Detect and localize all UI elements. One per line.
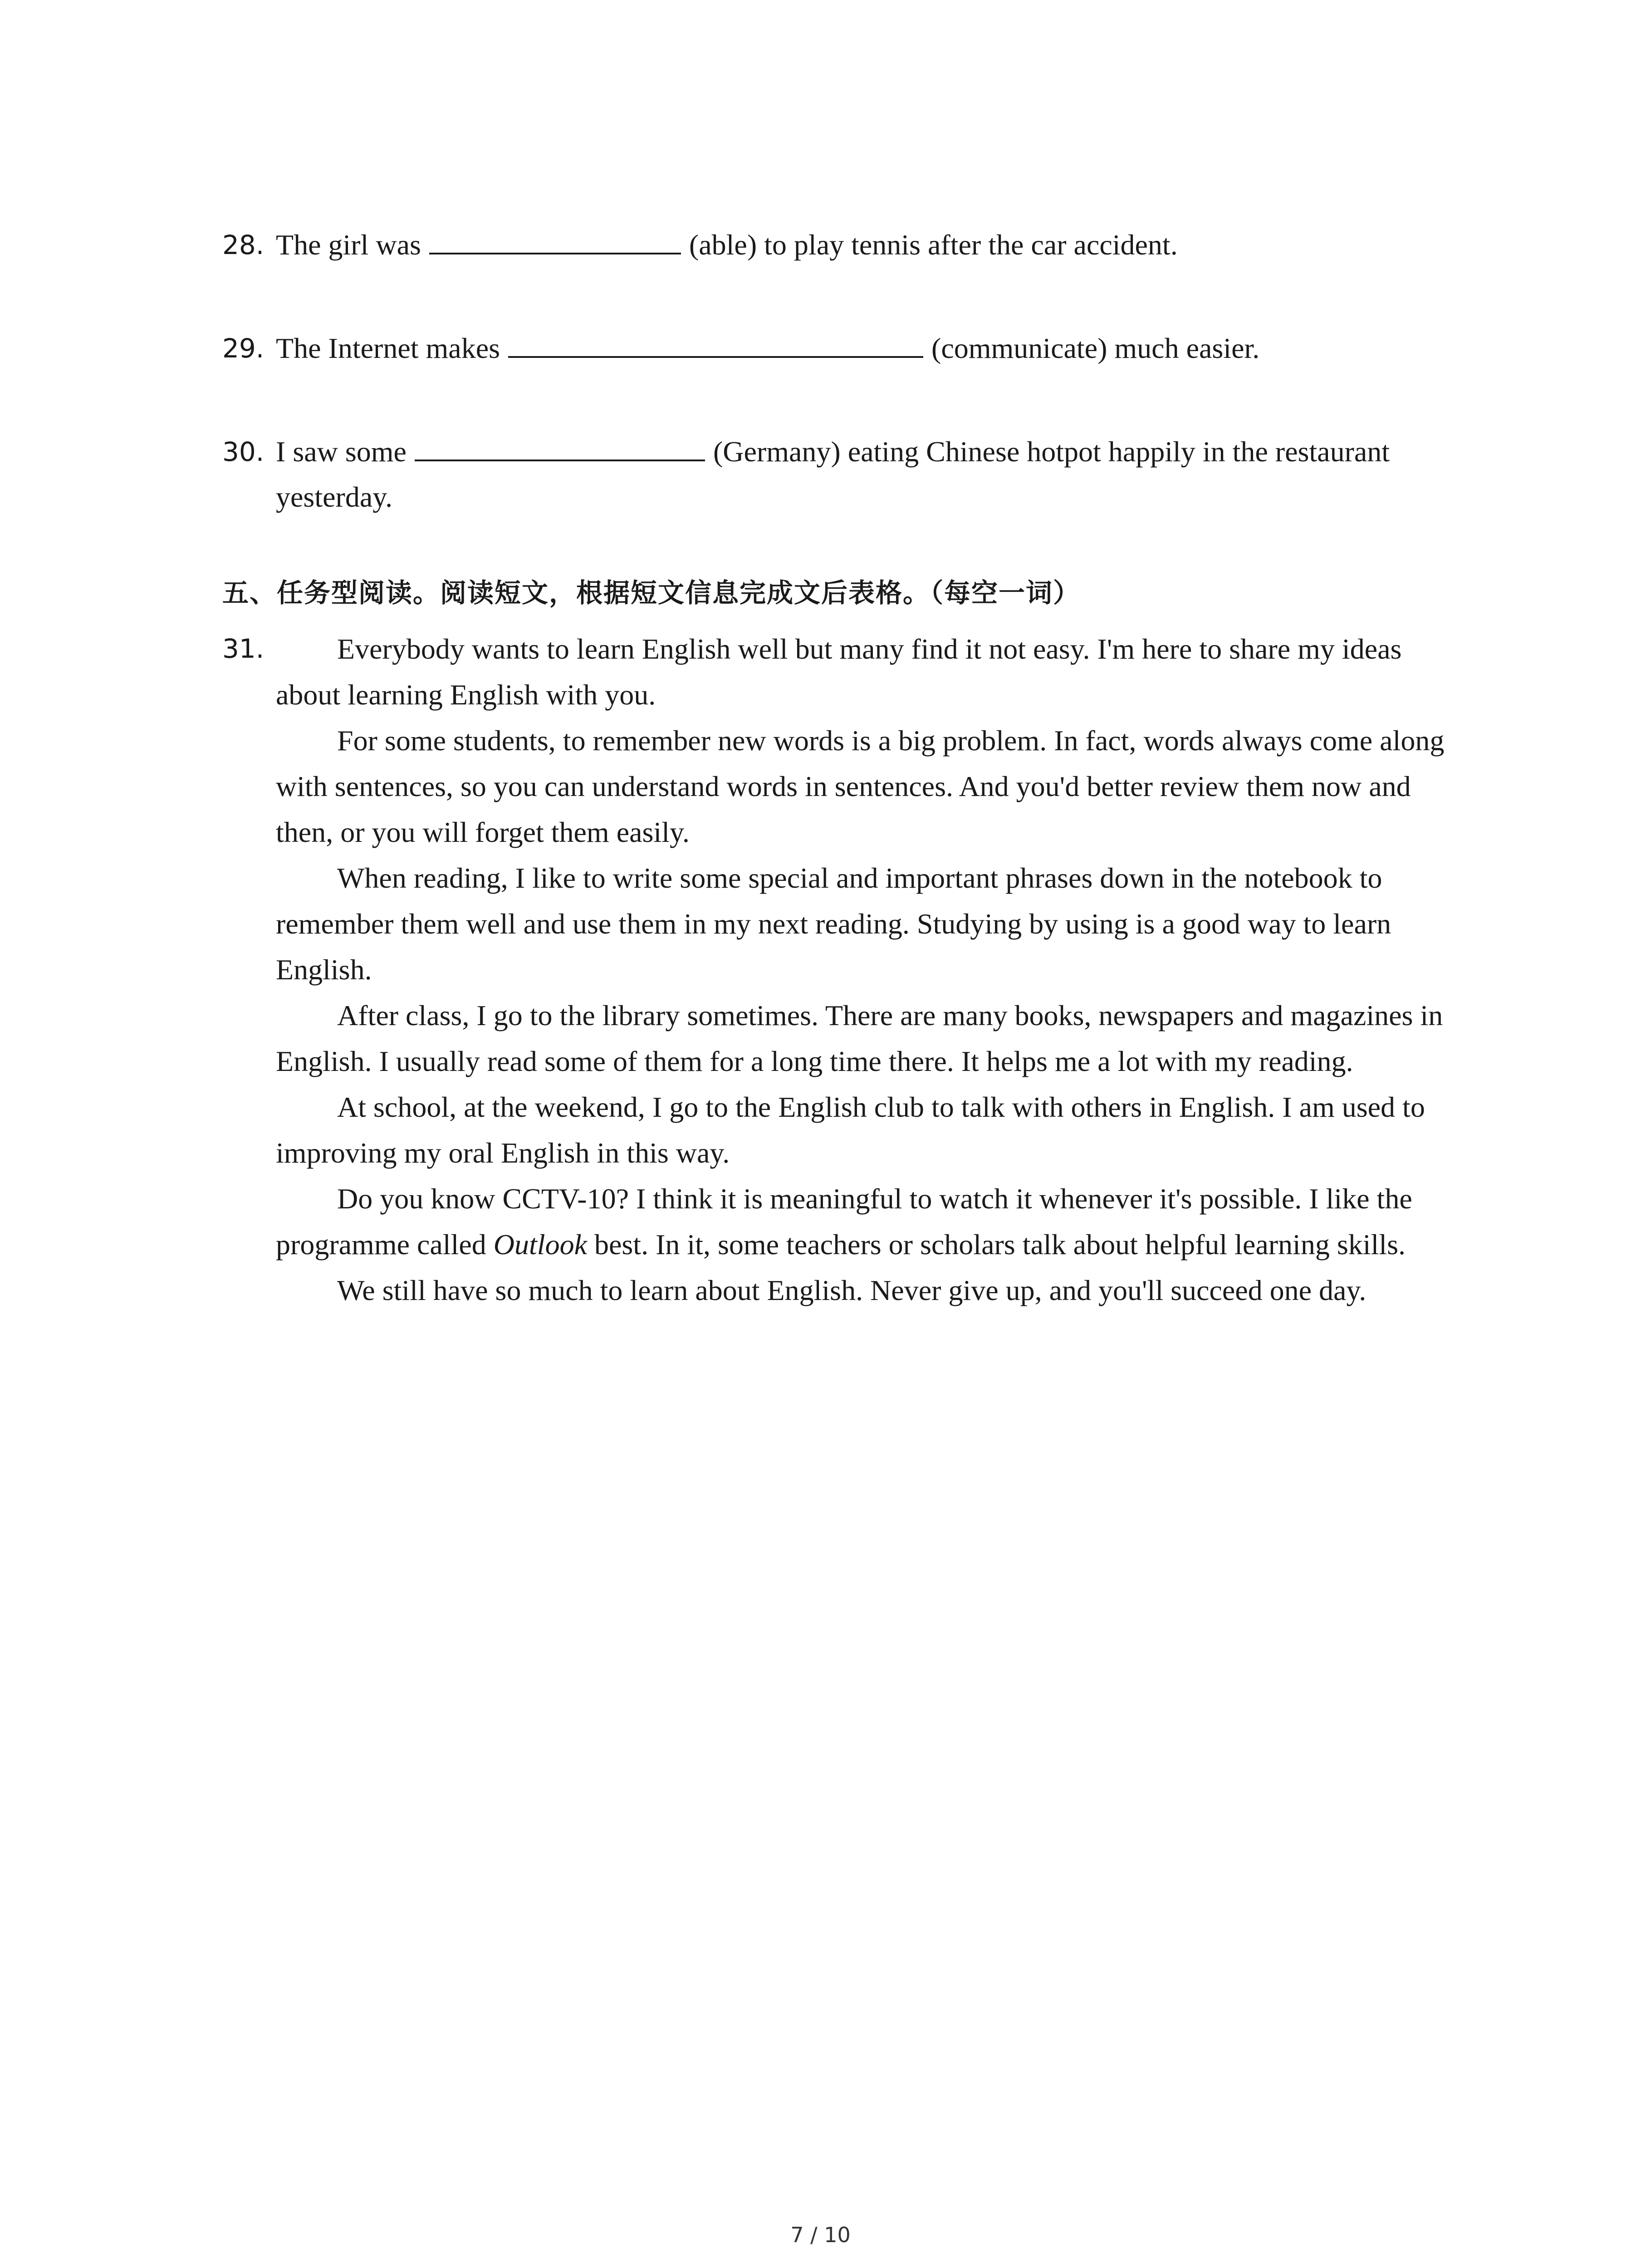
question-text: I saw some [276,435,407,468]
page-number: 7 / 10 [790,2223,851,2247]
passage-paragraph: Everybody wants to learn English well but many find it not easy. I'm here to share my ideas about learning English with you. [276,633,1402,711]
question-number: 28. [222,230,265,260]
question-text: yesterday. [276,481,393,513]
question-29 [222,326,1456,371]
passage-paragraph: At school, at the weekend, I go to the English club to talk with others in English. I am used to improving my oral English in this way. [276,1091,1425,1169]
question-text: (able) to play tennis after the car accident. [689,229,1178,261]
paragraph-text: Do you know CCTV-10? I think it is meaningful to watch it whenever it's possible. I like the programme called [276,1183,1412,1261]
question-text: (Germany) eating Chinese hotpot happily in the restaurant [713,435,1390,468]
question-text: The girl was [276,229,421,261]
passage-paragraph: For some students, to remember new words is a big problem. In fact, words always come along with sentences, so you can understand words in sentences. And you'd better review them now and then, or you will forget them easily. [276,724,1445,848]
question-number: 30. [222,436,265,467]
answer-blank[interactable] [508,329,923,358]
question-number: 31. [222,633,265,664]
question-text: (communicate) much easier. [931,332,1260,364]
passage-paragraph: We still have so much to learn about English. Never give up, and you'll succeed one day. [337,1274,1367,1306]
question-text: The Internet makes [276,332,500,364]
programme-title: Outlook [493,1228,587,1261]
passage-paragraph: After class, I go to the library sometimes. There are many books, newspapers and magazines in English. I usually read some of them for a long time there. It helps me a lot with my reading. [276,999,1443,1077]
passage-paragraph [276,1176,1456,1267]
question-30 [222,429,1456,520]
question-number: 29. [222,333,265,364]
question-28 [222,222,1456,268]
answer-blank[interactable] [415,432,705,461]
passage-paragraph: When reading, I like to write some special and important phrases down in the notebook to remember them well and use them in my next reading. Studying by using is a good way to learn English. [276,862,1391,986]
paragraph-text: best. In it, some teachers or scholars talk about helpful learning skills. [594,1228,1406,1261]
section-title: 五、任务型阅读。阅读短文，根据短文信息完成文后表格。（每空一词） [222,577,1081,608]
reading-passage [222,626,1456,1313]
answer-blank[interactable] [429,225,681,254]
